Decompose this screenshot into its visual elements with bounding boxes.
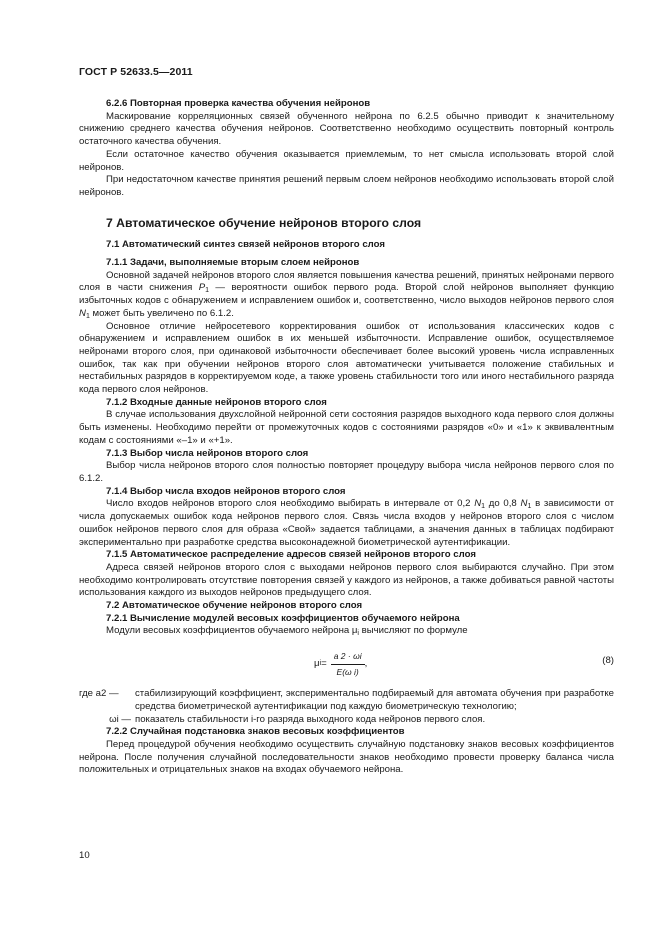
formula-numerator: a 2 · ωi bbox=[331, 650, 365, 665]
formula-denominator: E(ω i) bbox=[336, 666, 359, 677]
section-7-1-2-title: 7.1.2 Входные данные нейронов второго слоя bbox=[106, 396, 327, 408]
page-number: 10 bbox=[79, 850, 90, 861]
paragraph: В случае использования двухслойной нейронной сети состояния разрядов выходного кода первого слоя должны быть изменены. Необходимо перейти от промежуточных кодов с состояниями разрядов «0» и «1» к эквивалентным кодам с состояниями «–1» и «+1». bbox=[79, 409, 614, 446]
paragraph: Выбор числа нейронов второго слоя полностью повторяет процедуру выбора числа нейронов первого слоя по 6.1.2. bbox=[79, 460, 614, 484]
section-7-title: 7 Автоматическое обучение нейронов второго слоя bbox=[106, 215, 422, 230]
formula-expression: μ i = $\frac{a 2 \cdot \omega i}{\text{E(ω i)}}$ , bbox=[314, 651, 368, 677]
document-header: ГОСТ Р 52633.5—2011 bbox=[79, 66, 193, 78]
formula-number: (8) bbox=[602, 655, 614, 667]
definition-text: показатель стабильности i-го разряда выходного кода нейронов первого слоя. bbox=[135, 713, 486, 725]
definition-item bbox=[79, 688, 614, 713]
definition-text: стабилизирующий коэффициент, экспериментально подбираемый для автомата обучения при разработке средства биометрической аутентификации под каждую биометрическую технологию; bbox=[135, 688, 614, 712]
section-7-2-2-title: 7.2.2 Случайная подстановка знаков весовых коэффициентов bbox=[106, 726, 405, 738]
document-body bbox=[79, 98, 614, 777]
section-6-2-6-title: 6.2.6 Повторная проверка качества обучения нейронов bbox=[106, 98, 371, 109]
paragraph: Основной задачей нейронов второго слоя является повышения качества решений, принятых нейронами первого слоя в части снижения $P_1$ — вероятности ошибок первого рода. Второй слой нейронов выполняет функцию избыточных кодов с обнаружением и исправлением ошибок и, соответственно, число выходов нейронов первого слоя $N_1$ может быть увеличено по 6.1.2. bbox=[79, 269, 614, 320]
formula-fraction bbox=[331, 650, 365, 678]
paragraph: Модули весовых коэффициентов обучаемого нейрона $\mu_i$ вычисляют по формуле bbox=[106, 625, 468, 638]
paragraph: При недостаточном качестве принятия решений первым слоем нейронов необходимо использовать второй слой нейронов. bbox=[79, 174, 614, 198]
paragraph: Если остаточное качество обучения оказывается приемлемым, то нет смысла использовать второй слой нейронов. bbox=[79, 148, 614, 173]
formula-8 bbox=[79, 646, 614, 684]
section-7-1-title: 7.1 Автоматический синтез связей нейронов второго слоя bbox=[106, 239, 385, 251]
section-7-1-3-title: 7.1.3 Выбор числа нейронов второго слоя bbox=[106, 447, 309, 459]
paragraph: Основное отличие нейросетевого корректирования ошибок от использования классических кодов с обнаружением и исправлением ошибок в их меньшей избыточности. Исправление ошибок, осуществляемое нейронами второго слоя, при одинаковой избыточности обеспечивает более высокий уровень числа исправленных ошибок, так как при обучении нейронов второго слоя автоматически учитывается положение стабильных и нестабильных разрядов в корректируемом коде, а также уровень стабильности того или иного нестабильного разряда кода первого слоя нейронов. bbox=[79, 320, 614, 396]
section-7-2-1-title: 7.2.1 Вычисление модулей весовых коэффициентов обучаемого нейрона bbox=[106, 612, 460, 624]
paragraph: Адреса связей нейронов второго слоя с выходами нейронов первого слоя выбираются случайно. При этом необходимо контролировать отсутствие повторения связей у каждого из нейронов, а также добиваться равной частоты использования каждого из выходов нейронов предыдущего слоя. bbox=[79, 561, 614, 599]
section-7-1-5-title: 7.1.5 Автоматическое распределение адресов связей нейронов второго слоя bbox=[106, 549, 476, 561]
section-7-1-1-title: 7.1.1 Задачи, выполняемые вторым слоем нейронов bbox=[106, 257, 360, 269]
definition-item bbox=[79, 714, 614, 727]
definition-term: где a2 — bbox=[79, 688, 119, 700]
definitions-list bbox=[79, 688, 614, 726]
paragraph: Число входов нейронов второго слоя необходимо выбирать в интервале от 0,2 $N_1$ до 0,8 $N_1$ в зависимости от числа допускаемых ошибок кода нейронов первого слоя. Связь числа входов у нейронов второго слоя с числом ошибок нейронов первого слоя для образа «Свой» задается таблицами, а значения данных в таблицах подбирают экспериментально при разработке средства высоконадежной биометрической аутентификации. bbox=[79, 498, 614, 548]
paragraph: Перед процедурой обучения необходимо осуществить случайную подстановку знаков весовых коэффициентов нейрона. После получения случайной последовательности знаков необходимо провести проверку баланса числа положительных и отрицательных знаков на входах обучаемого нейрона. bbox=[79, 738, 614, 776]
definition-term: ωi — bbox=[109, 713, 131, 725]
section-7-1-4-title: 7.1.4 Выбор числа входов нейронов второго слоя bbox=[106, 485, 346, 497]
paragraph: Маскирование корреляционных связей обученного нейрона по 6.2.5 обычно приводит к значительному снижению среднего качества обучения нейронов. Соответственно необходимо осуществить повторный контроль остаточного качества обучения. bbox=[79, 110, 614, 148]
section-7-2-title: 7.2 Автоматическое обучение нейронов второго слоя bbox=[106, 600, 363, 612]
